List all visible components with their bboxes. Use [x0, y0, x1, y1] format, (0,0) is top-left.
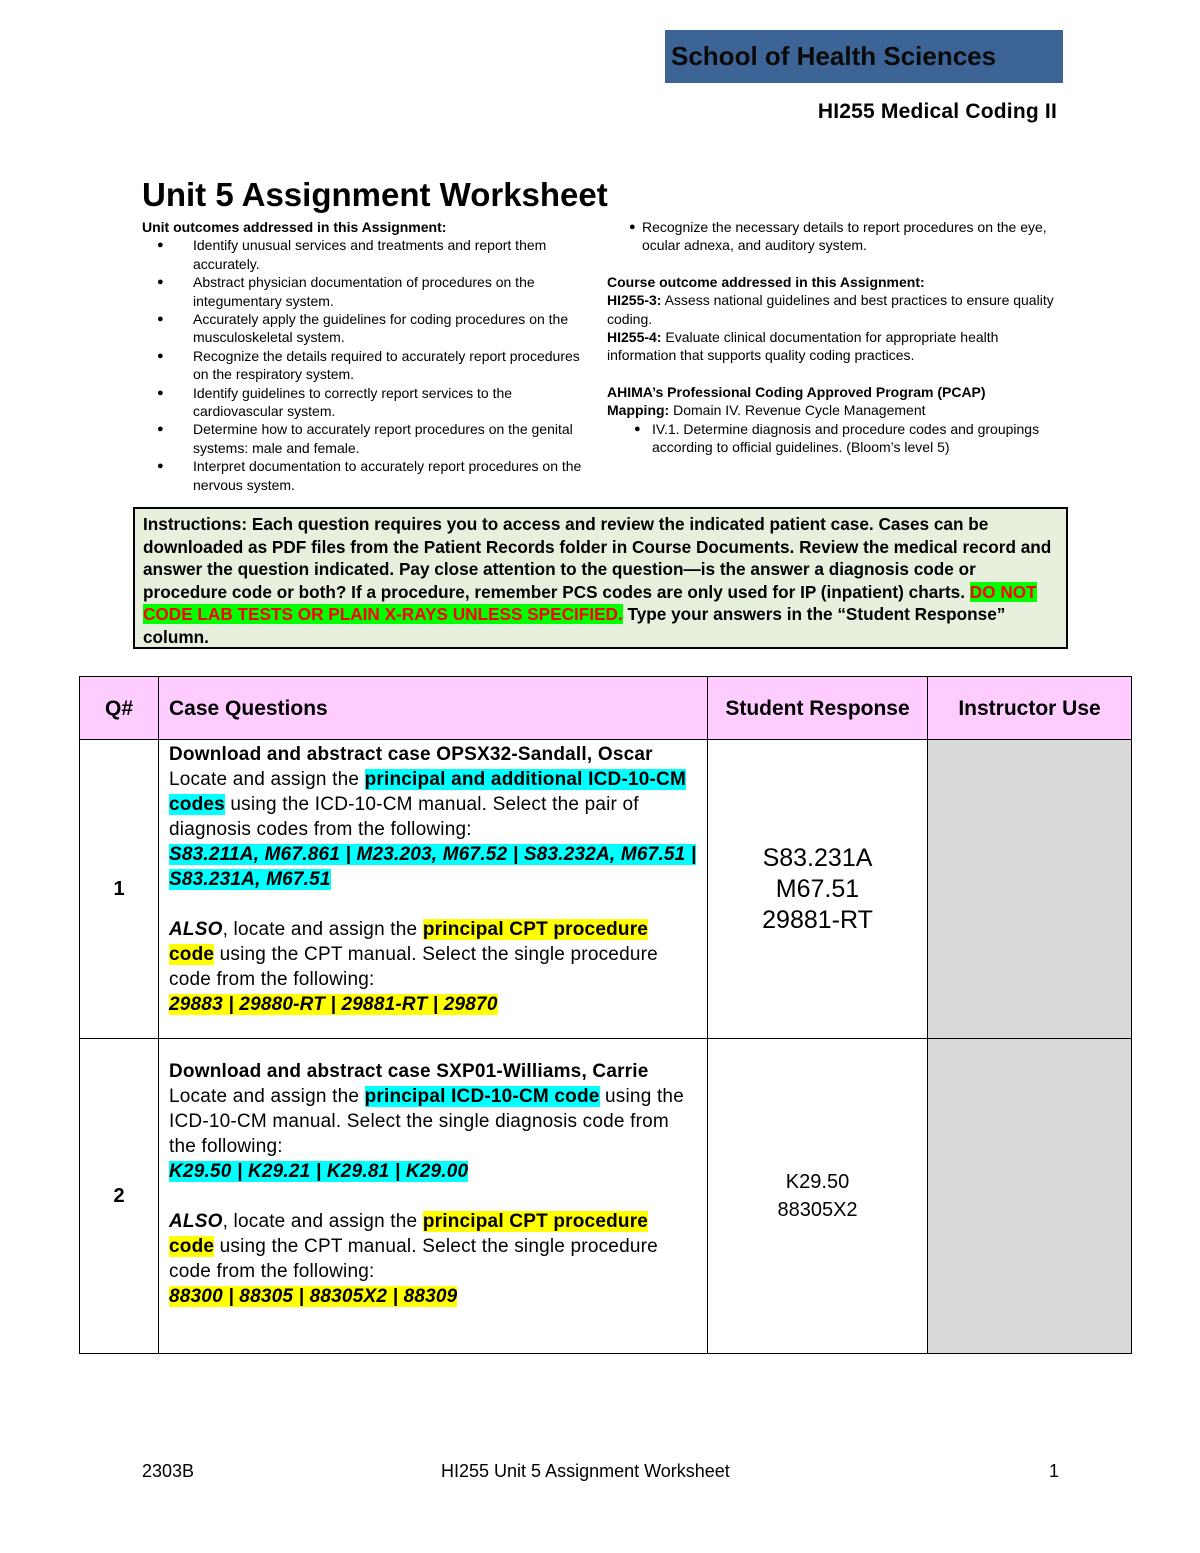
course-outcome-text: Evaluate clinical documentation for appropriate health information that supports quality coding practices. — [607, 329, 999, 364]
cpt-options-text: 88300 | 88305 | 88305X2 | 88309 — [169, 1286, 458, 1307]
footer-page-number: 1 — [1049, 1461, 1060, 1481]
case-questions-table — [79, 676, 1132, 1354]
case-title: Download and abstract case SXP01-Williams, Carrie — [169, 1061, 649, 1082]
response-value: 88305X2 — [777, 1199, 858, 1221]
outcomes-right-column — [607, 218, 1057, 456]
list-item: ● IV.1. Determine diagnosis and procedure codes and groupings according to official guidelines. (Bloom’s level 5) — [607, 420, 1057, 457]
table-row — [80, 740, 1132, 1039]
dx-post: using the ICD-10-CM manual. Select the pair of diagnosis codes from the following: — [169, 794, 639, 840]
list-item: ● Determine how to accurately report procedures on the genital systems: male and female. — [142, 420, 592, 457]
column-header-student-response: Student Response — [708, 677, 928, 740]
student-response-cell[interactable] — [708, 740, 928, 1039]
course-outcome-code: HI255-4: — [607, 329, 662, 346]
cpt-highlight: principal CPT procedure code — [169, 919, 649, 965]
instructions-warning: DO NOT CODE LAB TESTS OR PLAIN X-RAYS UNLESS SPECIFIED. — [143, 581, 1037, 625]
course-outcome-item — [607, 328, 1057, 365]
dx-highlight: principal and additional ICD-10-CM codes — [169, 769, 686, 815]
dx-options-text: K29.50 | K29.21 | K29.81 | K29.00 — [169, 1161, 469, 1182]
table-row — [80, 1039, 1132, 1354]
footer-left: 2303B — [142, 1461, 195, 1481]
ahima-list — [607, 420, 1057, 457]
response-value: K29.50 — [785, 1171, 850, 1193]
cpt-highlight: principal CPT procedure code — [169, 1211, 649, 1257]
footer-center: HI255 Unit 5 Assignment Worksheet — [441, 1461, 730, 1481]
dx-options — [169, 842, 697, 892]
list-item: ● Identify guidelines to correctly report services to the cardiovascular system. — [142, 384, 592, 421]
instructor-use-cell — [928, 740, 1132, 1039]
table-header-row — [80, 677, 1132, 740]
ahima-mapping-label: Mapping: — [607, 402, 670, 419]
course-outcome-text: Assess national guidelines and best practices to ensure quality coding. — [607, 292, 1054, 327]
cpt-instruction — [169, 917, 697, 992]
ahima-mapping — [607, 401, 1057, 419]
case-title: Download and abstract case OPSX32-Sandall, Oscar — [169, 744, 653, 765]
ahima-mapping-text: Domain IV. Revenue Cycle Management — [669, 402, 926, 419]
course-outcome-code: HI255-3: — [607, 292, 662, 309]
response-value: S83.231A — [762, 843, 873, 872]
question-number: 2 — [80, 1039, 159, 1354]
cpt-post: using the CPT manual. Select the single procedure code from the following: — [169, 944, 658, 990]
dx-post: using the ICD-10-CM manual. Select the single diagnosis code from the following: — [169, 1086, 684, 1157]
list-item: ● Identify unusual services and treatments and report them accurately. — [142, 236, 592, 273]
also-label: ALSO — [169, 1211, 223, 1232]
question-number: 1 — [80, 740, 159, 1039]
cpt-options — [169, 1284, 697, 1309]
cpt-post: using the CPT manual. Select the single procedure code from the following: — [169, 1236, 658, 1282]
instructor-use-cell — [928, 1039, 1132, 1354]
school-banner: School of Health Sciences — [665, 30, 1063, 83]
cpt-pre: , locate and assign the — [222, 919, 423, 940]
cpt-instruction — [169, 1209, 697, 1284]
dx-pre: Locate and assign the — [169, 769, 365, 790]
instructions-tail: Type your answers in the “Student Response” column. — [143, 604, 1006, 647]
dx-options-text: S83.211A, M67.861 | M23.203, M67.52 | S83.232A, M67.51 | S83.231A, M67.51 — [169, 844, 697, 890]
response-value: M67.51 — [775, 874, 860, 903]
column-header-qnum: Q# — [80, 677, 159, 740]
list-item: ● Recognize the details required to accurately report procedures on the respiratory system. — [142, 347, 592, 384]
also-label: ALSO — [169, 919, 223, 940]
question-cell — [159, 740, 708, 1039]
instructions-text: Instructions: Each question requires you to access and review the indicated patient case. Cases can be downloaded as PDF files from the Patient Records folder in Course Documents. Review the medical record and answer the question indicated. Pay close attention to the question—is the answer a diagnosis code or procedure code or both? If a procedure, remember PCS codes are only used for IP (inpatient) charts. — [143, 514, 1052, 602]
dx-options — [169, 1159, 697, 1184]
unit-outcomes — [142, 218, 592, 494]
list-item: ● Accurately apply the guidelines for coding procedures on the musculoskeletal system. — [142, 310, 592, 347]
response-value: 29881-RT — [762, 905, 873, 934]
list-item: ● Interpret documentation to accurately report procedures on the nervous system. — [142, 457, 592, 494]
dx-instruction — [169, 767, 697, 842]
dx-pre: Locate and assign the — [169, 1086, 365, 1107]
instructions-box — [133, 507, 1068, 649]
question-cell — [159, 1039, 708, 1354]
cpt-options — [169, 992, 697, 1017]
cpt-options-text: 29883 | 29880-RT | 29881-RT | 29870 — [169, 994, 498, 1015]
cpt-pre: , locate and assign the — [222, 1211, 423, 1232]
page-title: Unit 5 Assignment Worksheet — [142, 176, 608, 213]
course-title: HI255 Medical Coding II — [817, 100, 1057, 123]
unit-outcomes-heading: Unit outcomes addressed in this Assignment: — [142, 219, 447, 235]
ahima-heading: AHIMA’s Professional Coding Approved Program (PCAP) — [607, 383, 986, 400]
column-header-case-questions: Case Questions — [159, 677, 708, 740]
dx-highlight: principal ICD-10-CM code — [364, 1086, 600, 1107]
unit-outcomes-list — [142, 236, 592, 494]
course-outcome-item — [607, 291, 1057, 328]
column-header-instructor-use: Instructor Use — [928, 677, 1132, 740]
student-response-cell[interactable] — [708, 1039, 928, 1354]
list-item: ● Recognize the necessary details to report procedures on the eye, ocular adnexa, and auditory system. — [607, 218, 1057, 255]
dx-instruction — [169, 1084, 697, 1159]
list-item: ● Abstract physician documentation of procedures on the integumentary system. — [142, 273, 592, 310]
course-outcomes-heading: Course outcome addressed in this Assignment: — [607, 273, 925, 290]
unit-outcomes-list-continued — [607, 218, 1057, 255]
